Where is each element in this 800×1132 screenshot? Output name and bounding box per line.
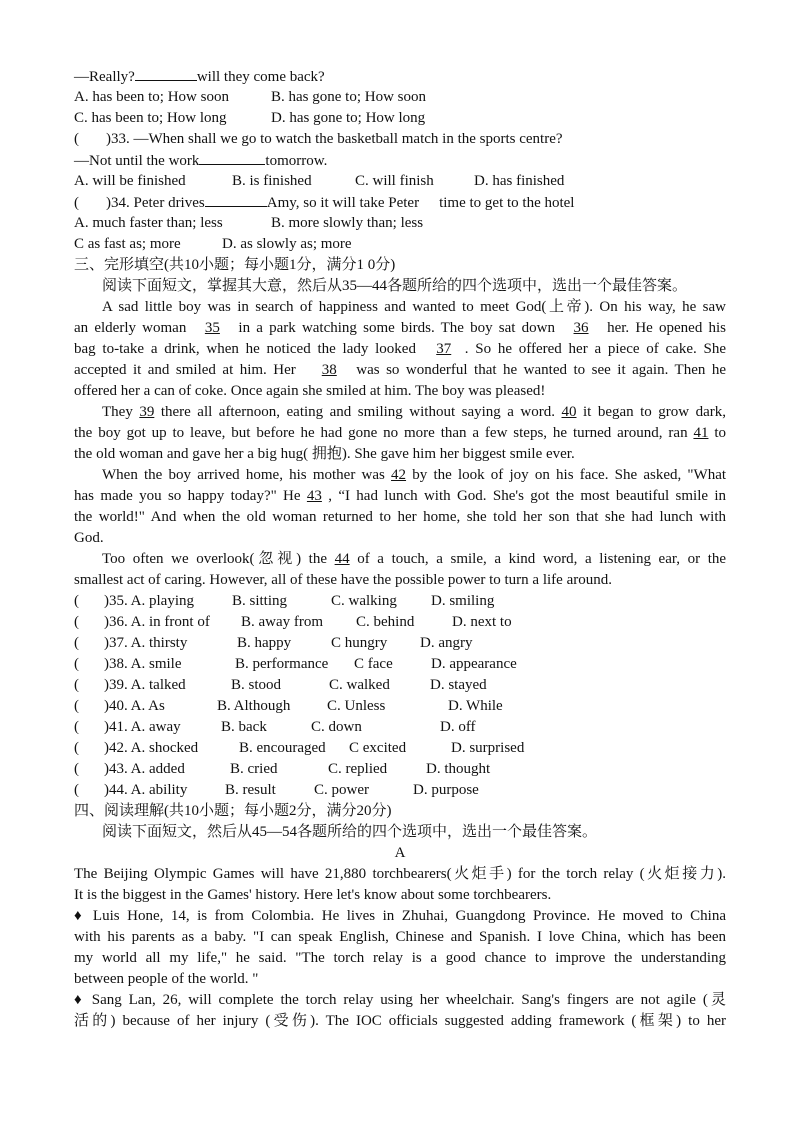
passage-line (102, 465, 726, 485)
passage-text: Too often we overlook(忽视) the (102, 551, 327, 567)
cloze-option-b[interactable]: B. sitting (232, 593, 288, 609)
passage-line (74, 528, 726, 548)
answer-paren[interactable]: ( (74, 614, 79, 630)
passage-text: the old woman and gave her a big hug( 拥抱). She gave him her biggest smile ever. (74, 446, 575, 462)
cloze-option-b[interactable]: B. Although (217, 698, 291, 714)
passage-text: the boy got up to leave, but before he had gone no more than a few steps, he turned around, ran (74, 425, 688, 441)
cloze-option-d[interactable]: D. next to (452, 614, 512, 630)
cloze-option-c[interactable]: C. walked (329, 677, 390, 693)
cloze-option-a[interactable]: )35. A. playing (104, 593, 194, 609)
answer-paren[interactable]: ( (74, 740, 79, 756)
answer-paren[interactable]: ( (74, 195, 79, 211)
blank-43[interactable]: 43 (306, 488, 322, 504)
q34-option-a[interactable]: A. much faster than; less (74, 215, 223, 231)
cloze-option-a[interactable]: )44. A. ability (104, 782, 188, 798)
q33-stem-text: )33. —When shall we go to watch the basketball match in the sports centre? (106, 131, 563, 147)
cloze-option-a[interactable]: )41. A. away (104, 719, 181, 735)
q33-option-b[interactable]: B. is finished (232, 173, 312, 189)
answer-paren[interactable]: ( (74, 677, 79, 693)
q33-option-a[interactable]: A. will be finished (74, 173, 186, 189)
cloze-option-c[interactable]: C. walking (331, 593, 397, 609)
cloze-option-b[interactable]: B. result (225, 782, 276, 798)
section4-heading: 四、阅读理解(共10小题；每小题2分，满分20分) (74, 803, 392, 819)
answer-blank[interactable] (199, 150, 265, 165)
answer-paren[interactable]: ( (74, 635, 79, 651)
q32-stem-start: —Really? (74, 69, 135, 85)
passage-line (74, 444, 726, 464)
q33-stem (74, 129, 726, 149)
cloze-option-a[interactable]: )36. A. in front of (104, 614, 210, 630)
passage-line (102, 549, 726, 569)
q33-option-d[interactable]: D. has finished (474, 173, 565, 189)
answer-blank[interactable] (135, 66, 197, 81)
q33-option-c[interactable]: C. will finish (355, 173, 434, 189)
passage-line (102, 402, 726, 422)
cloze-option-d[interactable]: D. smiling (431, 593, 495, 609)
blank-39[interactable]: 39 (139, 404, 155, 420)
passage-text: offered her a can of coke. Once again she smiled at him. The boy was pleased! (74, 383, 546, 399)
answer-paren[interactable]: ( (74, 656, 79, 672)
section3-instruction: 阅读下面短文，掌握其大意，然后从35—44各题所给的四个选项中，选出一个最佳答案。 (102, 278, 688, 294)
cloze-option-b[interactable]: B. back (221, 719, 267, 735)
reading-line: It is the biggest in the Games' history. Here let's know about some torchbearers. (74, 887, 552, 903)
q33-options (74, 171, 726, 191)
cloze-option-d[interactable]: D. surprised (451, 740, 525, 756)
reading-line: with his parents as a baby. "I can speak English, Chinese and Spanish. I love China, which has been (74, 929, 726, 945)
q33-line2-end: tomorrow. (265, 153, 328, 169)
passage-text: her. He opened his (607, 320, 727, 336)
cloze-option-c[interactable]: C face (354, 656, 393, 672)
cloze-option-d[interactable]: D. purpose (413, 782, 479, 798)
blank-40[interactable]: 40 (561, 404, 577, 420)
passage-text: God. (74, 530, 104, 546)
passage-text: of a touch, a smile, a kind word, a listening ear, or the (357, 551, 727, 567)
reading-line: ♦ Luis Hone, 14, is from Colombia. He lives in Zhuhai, Guangdong Province. He moved to China (74, 908, 726, 924)
blank-37[interactable]: 37 (436, 341, 452, 357)
q34-option-b[interactable]: B. more slowly than; less (271, 215, 424, 231)
cloze-option-a[interactable]: )38. A. smile (104, 656, 182, 672)
cloze-option-c[interactable]: C. replied (328, 761, 388, 777)
passage-line (74, 318, 726, 338)
q32-options-row1 (74, 87, 726, 107)
cloze-option-a[interactable]: )43. A. added (104, 761, 185, 777)
reading-line: 活的) because of her injury (受伤). The IOC officials suggested adding framework (框架) to her (74, 1013, 726, 1029)
cloze-option-b[interactable]: B. away from (241, 614, 324, 630)
reading-line: between people of the world. " (74, 971, 259, 987)
q32-option-b[interactable]: B. has gone to; How soon (271, 89, 426, 105)
passage-text: was so wonderful that he wanted to see it again. Then he (356, 362, 727, 378)
cloze-option-c[interactable]: C. down (311, 719, 362, 735)
passage-text: has made you so happy today?" He (74, 488, 301, 504)
passage-text: accepted it and smiled at him. Her (74, 362, 296, 378)
q32-option-d[interactable]: D. has gone to; How long (271, 110, 426, 126)
section4-instruction: 阅读下面短文，然后从45—54各题所给的四个选项中，选出一个最佳答案。 (102, 824, 598, 840)
cloze-option-c[interactable]: C hungry (331, 635, 388, 651)
passage-text: there all afternoon, eating and smiling without saying a word. (160, 404, 555, 420)
q33-line2 (74, 150, 726, 171)
q34-stem-end: time to get to the hotel (439, 195, 575, 211)
blank-44[interactable]: 44 (334, 551, 350, 567)
passage-line (74, 570, 726, 590)
passage-text: When the boy arrived home, his mother was (102, 467, 385, 483)
cloze-option-b[interactable]: B. stood (231, 677, 282, 693)
passage-text: in a park watching some birds. The boy sat down (238, 320, 555, 336)
answer-paren[interactable]: ( (74, 761, 79, 777)
q33-line2-start: —Not until the work (74, 153, 200, 169)
cloze-option-c[interactable]: C excited (349, 740, 407, 756)
q32-option-c[interactable]: C. has been to; How long (74, 110, 227, 126)
blank-41[interactable]: 41 (693, 425, 709, 441)
cloze-option-a[interactable]: )39. A. talked (104, 677, 186, 693)
cloze-option-b[interactable]: B. happy (237, 635, 292, 651)
passage-line (74, 507, 726, 527)
passage-line (74, 486, 726, 506)
answer-paren[interactable]: ( (74, 782, 79, 798)
q34-options-row1 (74, 213, 726, 233)
q34-option-c[interactable]: C as fast as; more (74, 236, 181, 252)
cloze-option-d[interactable]: D. stayed (430, 677, 487, 693)
passage-text: They (102, 404, 133, 420)
cloze-option-d[interactable]: D. angry (420, 635, 473, 651)
passage-text: the world!" And when the old woman returned to her home, she told her son that she had lunch with (74, 509, 726, 525)
answer-paren[interactable]: ( (74, 719, 79, 735)
part-label: A (394, 845, 406, 861)
passage-text: an elderly woman (74, 320, 187, 336)
cloze-option-c[interactable]: C. Unless (327, 698, 386, 714)
answer-paren[interactable]: ( (74, 698, 79, 714)
answer-paren[interactable]: ( (74, 131, 79, 147)
cloze-option-b[interactable]: B. performance (235, 656, 329, 672)
passage-text: bag to-take a drink, when he noticed the lady looked (74, 341, 416, 357)
q34-option-d[interactable]: D. as slowly as; more (222, 236, 352, 252)
cloze-option-d[interactable]: D. appearance (431, 656, 517, 672)
section3-heading: 三、完形填空(共10小题；每小题1分，满分1 0分) (74, 257, 396, 273)
reading-line: ♦ Sang Lan, 26, will complete the torch relay using her wheelchair. Sang's fingers are not agile (灵 (74, 992, 726, 1008)
cloze-option-a[interactable]: )37. A. thirsty (104, 635, 188, 651)
q34-stem-mid: Amy, so it will take Peter (266, 195, 420, 211)
cloze-option-d[interactable]: D. off (440, 719, 476, 735)
passage-line (102, 297, 726, 317)
q32-stem (74, 66, 726, 87)
blank-36[interactable]: 36 (573, 320, 589, 336)
blank-42[interactable]: 42 (391, 467, 407, 483)
blank-35[interactable]: 35 (204, 320, 220, 336)
q32-options-row2 (74, 108, 726, 128)
q34-stem (74, 192, 726, 213)
reading-line: my world all my life," he said. "The torch relay is a good chance to improve the understanding (74, 950, 726, 966)
passage-line (74, 381, 726, 401)
cloze-option-d[interactable]: D. While (448, 698, 503, 714)
q34-stem-start: )34. Peter drives (106, 195, 205, 211)
passage-line (74, 423, 726, 443)
cloze-option-a[interactable]: )42. A. shocked (104, 740, 199, 756)
passage-text: it began to grow dark, (583, 404, 727, 420)
q34-options-row2 (74, 234, 726, 254)
cloze-option-a[interactable]: )40. A. As (104, 698, 165, 714)
cloze-option-b[interactable]: B. cried (230, 761, 278, 777)
passage-text: smallest act of caring. However, all of these have the possible power to turn a life around. (74, 572, 612, 588)
passage-text: A sad little boy was in search of happiness and wanted to meet God(上帝). On his way, he saw (102, 299, 726, 315)
q32-option-a[interactable]: A. has been to; How soon (74, 89, 229, 105)
q32-stem-end: will they come back? (196, 69, 325, 85)
passage-text: . So he offered her a piece of cake. She (464, 341, 727, 357)
answer-paren[interactable]: ( (74, 593, 79, 609)
passage-text: by the look of joy on his face. She asked, "What (412, 467, 727, 483)
cloze-option-d[interactable]: D. thought (426, 761, 491, 777)
cloze-option-c[interactable]: C. behind (356, 614, 415, 630)
answer-blank[interactable] (205, 192, 267, 207)
cloze-option-c[interactable]: C. power (314, 782, 369, 798)
passage-line (74, 339, 726, 359)
passage-line (74, 360, 726, 380)
reading-line: The Beijing Olympic Games will have 21,880 torchbearers(火炬手) for the torch relay (火炬接力). (74, 866, 726, 882)
passage-text: , “I had lunch with God. She's got the most beautiful smile in (328, 488, 727, 504)
cloze-option-b[interactable]: B. encouraged (239, 740, 326, 756)
passage-text: to (714, 425, 726, 441)
blank-38[interactable]: 38 (321, 362, 337, 378)
